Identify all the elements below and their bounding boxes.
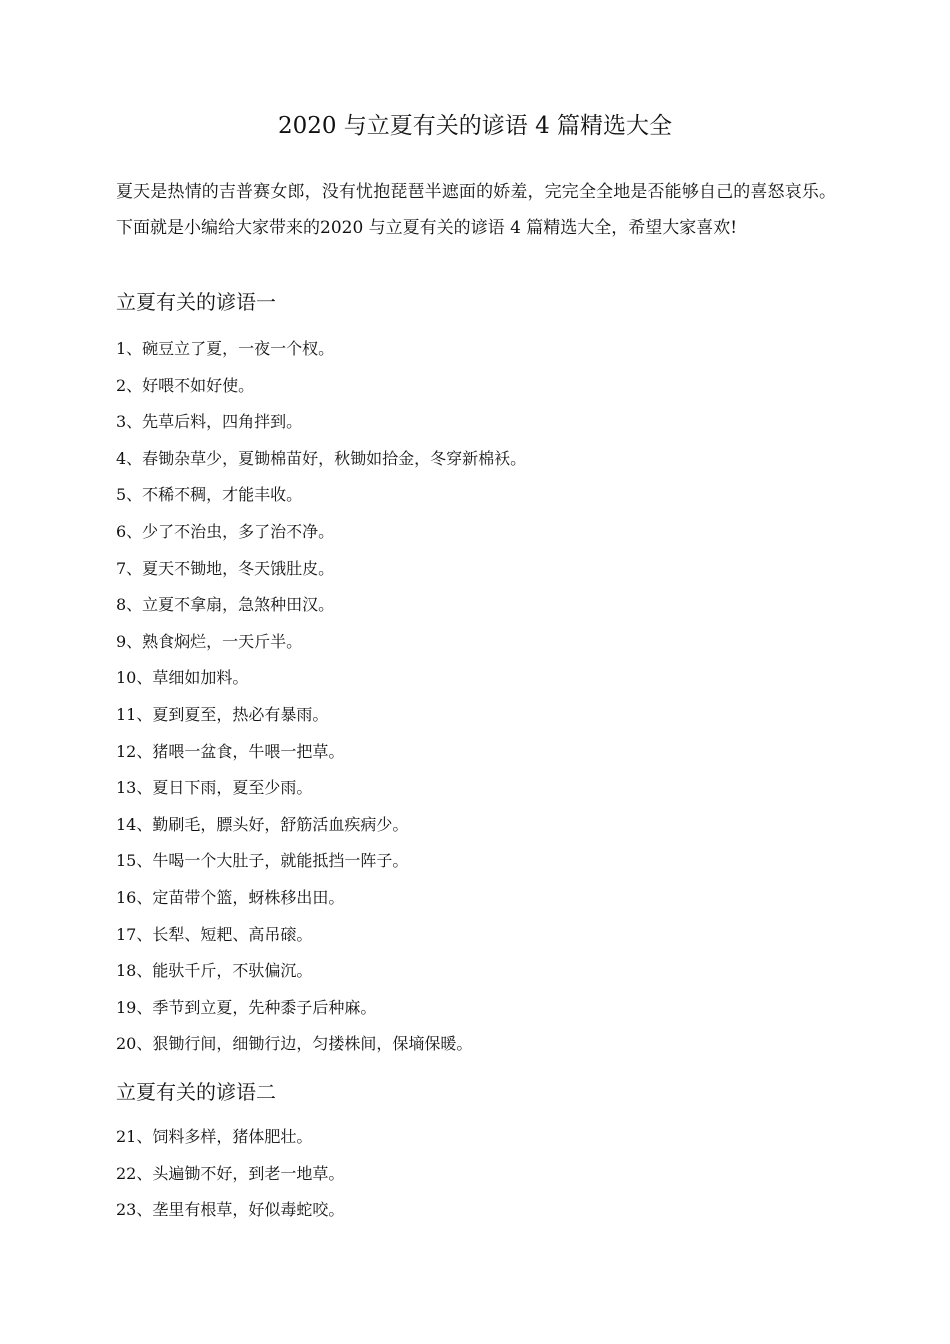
list-item: 5、不稀不稠，才能丰收。 [116,485,303,505]
list-item: 12、猪喂一盆食，牛喂一把草。 [116,741,345,761]
section-heading-1: 立夏有关的谚语一 [116,290,276,314]
list-item: 23、垄里有根草，好似毒蛇咬。 [116,1200,345,1220]
proverb-list-1 [116,331,836,1063]
list-item: 3、先草后料，四角拌到。 [116,412,303,432]
list-item: 10、草细如加料。 [116,668,249,688]
list-item: 18、能驮千斤，不驮偏沉。 [116,961,313,981]
list-item: 14、勤刷毛，膘头好，舒筋活血疾病少。 [116,814,409,834]
proverb-list-2 [116,1119,836,1229]
list-item: 15、牛喝一个大肚子，就能抵挡一阵子。 [116,851,409,871]
list-item: 7、夏天不锄地，冬天饿肚皮。 [116,558,335,578]
list-item: 13、夏日下雨，夏至少雨。 [116,778,313,798]
list-item: 19、季节到立夏，先种黍子后种麻。 [116,997,377,1017]
list-item: 17、长犁、短耙、高吊磙。 [116,924,313,944]
list-item: 2、好喂不如好使。 [116,375,255,395]
list-item: 1、碗豆立了夏，一夜一个杈。 [116,339,335,358]
list-item: 11、夏到夏至，热必有暴雨。 [116,704,329,724]
intro-paragraph: 夏天是热情的吉普赛女郎，没有忧抱琵琶半遮面的娇羞，完完全全地是否能够自己的喜怒哀乐。下面就是小编给大家带来的2020 与立夏有关的谚语 4 篇精选大全，希望大家喜欢! [116,182,836,238]
list-item: 16、定苗带个篮，蚜株移出田。 [116,887,345,907]
list-item: 20、狠锄行间，细锄行边，匀搂株间，保墒保暖。 [116,1034,473,1054]
list-item: 22、头遍锄不好，到老一地草。 [116,1163,345,1183]
list-item: 21、饲料多样，猪体肥壮。 [116,1127,313,1146]
list-item: 4、春锄杂草少，夏锄棉苗好，秋锄如拾金，冬穿新棉袄。 [116,448,527,468]
list-item: 6、少了不治虫，多了治不净。 [116,521,335,541]
document-title: 2020 与立夏有关的谚语 4 篇精选大全 [277,113,673,139]
list-item: 8、立夏不拿扇，急煞种田汉。 [116,595,335,615]
section-heading-2: 立夏有关的谚语二 [116,1080,276,1104]
list-item: 9、熟食焖烂，一天斤半。 [116,631,303,651]
